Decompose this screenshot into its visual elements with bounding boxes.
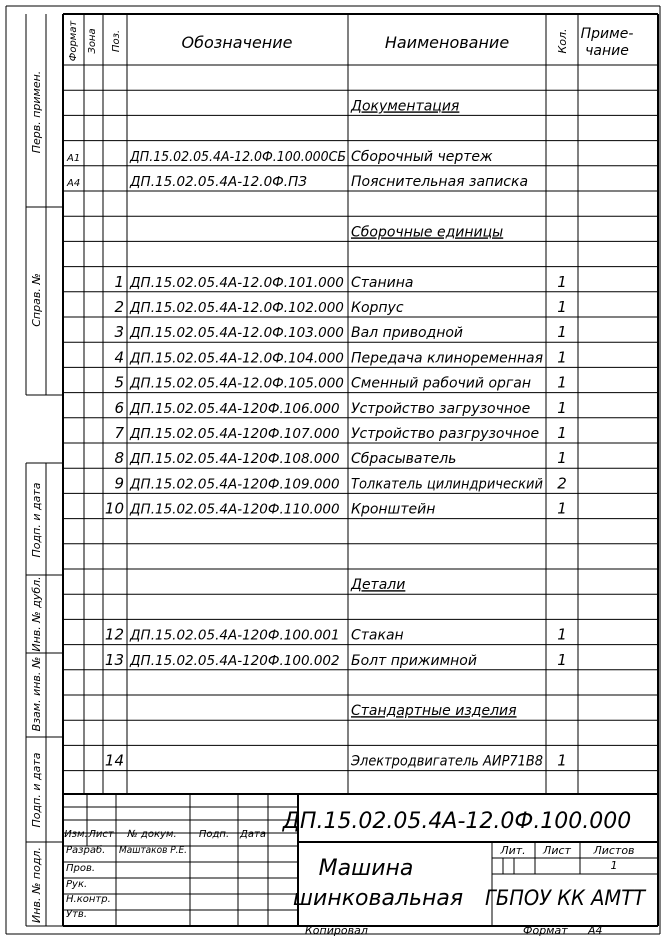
table-row xyxy=(66,149,493,165)
product-name-line1: Машина xyxy=(318,856,414,881)
row-designation: ДП.15.02.05.4А-120Ф.100.001 xyxy=(130,627,340,644)
row-qty: 1 xyxy=(557,272,567,291)
section-heading: Сборочные единицы xyxy=(351,224,504,241)
row-pos: 5 xyxy=(114,373,124,392)
header-designation: Обозначение xyxy=(181,33,293,52)
row-designation: ДП.15.02.05.4А-120Ф.106.000 xyxy=(130,400,340,417)
row-designation: ДП.15.02.05.4А-120Ф.109.000 xyxy=(130,476,340,493)
side-label-inv-podl: Инв. № подл. xyxy=(30,847,43,923)
table-row xyxy=(114,399,566,417)
header-pos: Поз. xyxy=(111,29,122,53)
table-row xyxy=(105,651,567,669)
row-designation: ДП.15.02.05.4А-120Ф.107.000 xyxy=(130,426,340,442)
section-heading: Детали xyxy=(351,577,406,594)
table-row xyxy=(114,348,566,366)
side-label-perv-primen: Перв. примен. xyxy=(30,70,43,154)
organization: ГБПОУ КК АМТТ xyxy=(485,886,648,910)
row-designation: ДП.15.02.05.4А-120Ф.108.000 xyxy=(130,451,340,468)
header-zone: Зона xyxy=(87,28,98,54)
row-designation: ДП.15.02.05.4А-12.0Ф.101.000 xyxy=(130,274,344,291)
row-name: Сменный рабочий орган xyxy=(351,375,531,392)
sheets-label: Листов xyxy=(593,844,635,857)
side-label-sprav: Справ. № xyxy=(30,273,43,327)
table-row xyxy=(114,374,566,392)
col-change: Изм. xyxy=(64,829,88,840)
row-name: Передача клиноременная xyxy=(351,350,543,367)
row-name: Устройство разгрузочное xyxy=(351,426,540,442)
spec-header xyxy=(68,20,633,62)
row-designation: ДП.15.02.05.4А-120Ф.110.000 xyxy=(130,501,340,518)
section-heading: Стандартные изделия xyxy=(351,703,517,720)
row-pos: 3 xyxy=(114,323,124,342)
table-row xyxy=(351,703,517,719)
table-row xyxy=(105,626,567,644)
row-designation: ДП.15.02.05.4А-12.0Ф.103.000 xyxy=(130,325,344,342)
col-sign: Подп. xyxy=(198,829,230,840)
row-format: А4 xyxy=(67,178,81,189)
row-name: Станина xyxy=(351,274,414,291)
col-date: Дата xyxy=(240,829,266,840)
row-name: Кронштейн xyxy=(351,501,436,518)
row-name: Корпус xyxy=(351,300,404,316)
row-qty: 1 xyxy=(557,751,567,770)
row-pos: 14 xyxy=(104,751,124,770)
row-qty: 2 xyxy=(557,474,567,493)
copied-label: Копировал xyxy=(305,924,368,937)
row-designation: ДП.15.02.05.4А-12.0Ф.104.000 xyxy=(130,350,344,367)
table-row xyxy=(66,174,528,190)
table-row xyxy=(105,500,567,518)
side-label-podp-data-1: Подп. и дата xyxy=(30,482,43,558)
row-name: Электродвигатель АИР71В8 xyxy=(350,753,544,770)
row-pos: 13 xyxy=(104,650,124,669)
row-designation: ДП.15.02.05.4А-12.0Ф.102.000 xyxy=(130,300,344,316)
row-pos: 8 xyxy=(114,449,124,468)
row-qty: 1 xyxy=(557,625,567,644)
sheet-label: Лист xyxy=(543,844,571,857)
row-name: Вал приводной xyxy=(351,325,464,342)
row-pos: 6 xyxy=(114,398,124,417)
row-pos: 10 xyxy=(104,499,124,518)
table-row xyxy=(114,273,566,291)
developer-name: Маштаков Р.Е. xyxy=(119,845,187,856)
row-qty: 1 xyxy=(557,323,567,342)
table-row xyxy=(105,752,567,770)
table-row xyxy=(114,424,566,442)
row-name: Устройство загрузочное xyxy=(351,400,531,417)
lit-label: Лит. xyxy=(500,844,526,857)
col-sheet: Лист xyxy=(88,829,114,840)
role-supervisor: Рук. xyxy=(66,879,88,890)
header-name: Наименование xyxy=(384,33,510,52)
header-qty: Кол. xyxy=(556,28,569,54)
role-checked: Пров. xyxy=(66,863,96,874)
row-name: Пояснительная записка xyxy=(351,174,529,190)
col-doc-no: № докум. xyxy=(127,829,177,840)
row-pos: 7 xyxy=(114,424,124,442)
table-row xyxy=(114,298,566,316)
row-name: Сборочный чертеж xyxy=(351,148,493,165)
title-block xyxy=(64,809,647,920)
row-pos: 9 xyxy=(114,474,124,493)
row-format: А1 xyxy=(67,152,81,164)
row-pos: 12 xyxy=(104,625,124,644)
side-label-vzam-inv: Взам. инв. № xyxy=(30,656,43,732)
row-qty: 1 xyxy=(557,298,567,316)
row-designation: ДП.15.02.05.4А-12.0Ф.100.000СБ xyxy=(129,148,346,165)
side-label-podp-data-2: Подп. и дата xyxy=(30,752,43,828)
row-qty: 1 xyxy=(557,499,567,518)
header-note-line1: Приме- xyxy=(580,26,634,42)
document-number: ДП.15.02.05.4А-12.0Ф.100.000 xyxy=(282,809,632,834)
header-format: Формат xyxy=(68,20,79,62)
row-designation: ДП.15.02.05.4А-12.0Ф.105.000 xyxy=(130,375,344,392)
product-name-line2: шинковальная xyxy=(292,886,464,911)
table-row xyxy=(114,474,566,492)
format-label: Формат xyxy=(523,924,568,937)
role-approved: Утв. xyxy=(66,909,87,920)
row-name: Стакан xyxy=(351,627,404,644)
row-qty: 1 xyxy=(557,398,567,417)
table-grid xyxy=(6,6,660,934)
row-name: Болт прижимной xyxy=(351,652,477,669)
row-qty: 1 xyxy=(557,373,567,392)
row-qty: 1 xyxy=(557,424,567,442)
header-note-line2: чание xyxy=(585,43,629,59)
row-qty: 1 xyxy=(557,449,567,468)
sheets-value: 1 xyxy=(610,859,618,872)
side-labels xyxy=(30,71,43,923)
row-pos: 4 xyxy=(114,348,124,367)
table-row xyxy=(114,323,566,341)
row-qty: 1 xyxy=(557,650,567,669)
row-name: Сбрасыватель xyxy=(351,451,457,468)
row-pos: 2 xyxy=(114,298,124,316)
side-label-inv-dubl: Инв. № дубл. xyxy=(30,576,43,652)
table-row xyxy=(114,449,566,467)
role-norm-control: Н.контр. xyxy=(66,894,111,905)
section-heading: Документация xyxy=(351,98,460,115)
row-qty: 1 xyxy=(557,348,567,367)
row-pos: 1 xyxy=(114,272,124,291)
table-row xyxy=(350,98,459,114)
format-value: А4 xyxy=(588,924,603,937)
row-name: Толкатель цилиндрический xyxy=(351,476,543,493)
spec-rows xyxy=(66,98,567,769)
row-designation: ДП.15.02.05.4А-12.0Ф.ПЗ xyxy=(130,174,307,190)
row-designation: ДП.15.02.05.4А-120Ф.100.002 xyxy=(130,652,340,669)
table-row xyxy=(351,224,503,240)
table-row xyxy=(350,577,405,593)
role-developer: Разраб. xyxy=(66,845,106,856)
